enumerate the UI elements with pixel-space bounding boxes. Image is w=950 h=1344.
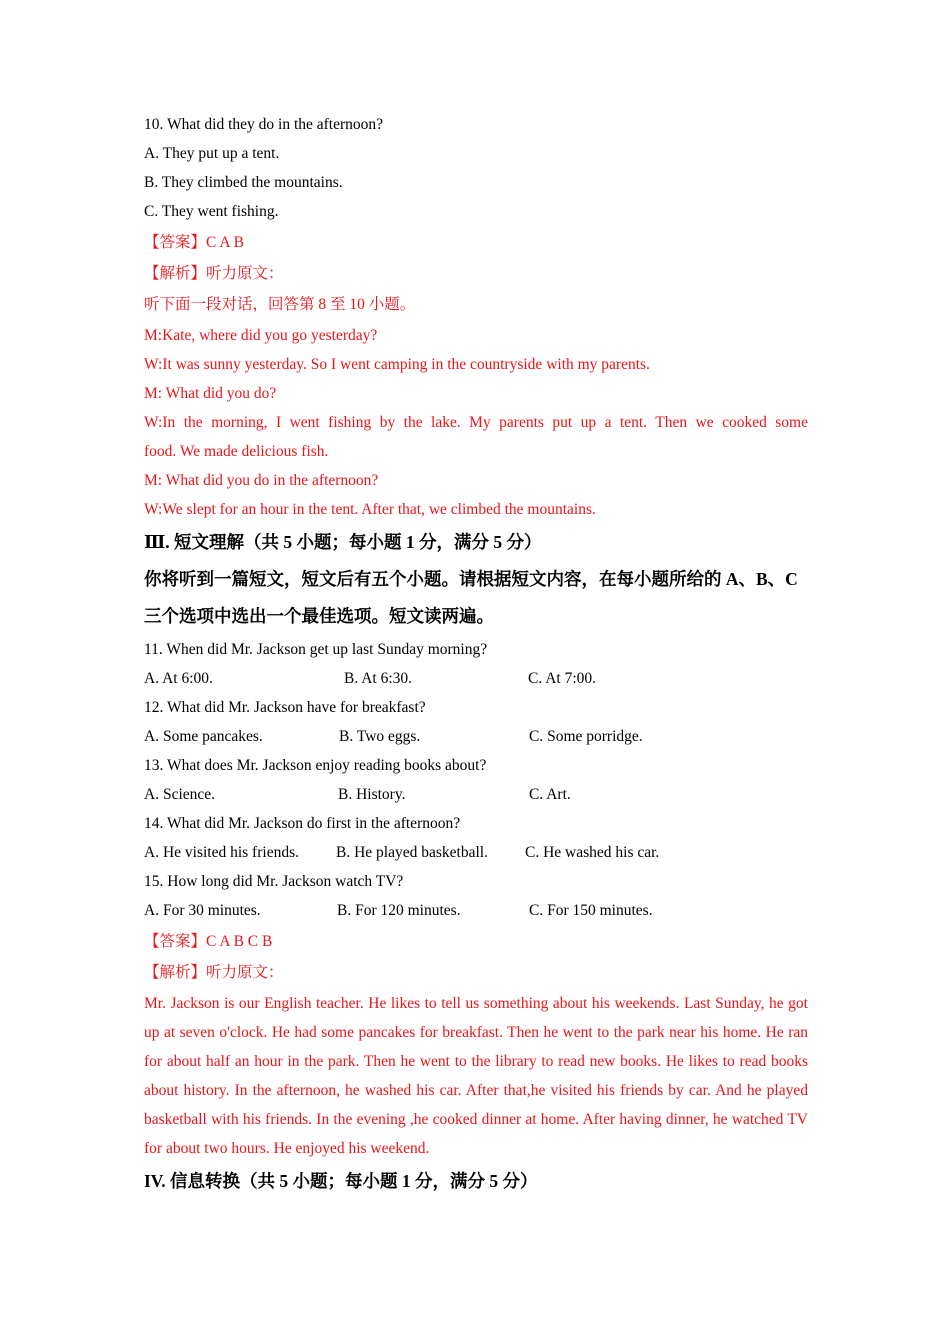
q15-option-b: B. For 120 minutes.	[337, 902, 461, 919]
dialogue-line: W:It was sunny yesterday. So I went camping in the countryside with my parents.	[144, 356, 650, 373]
section4-heading: IV. 信息转换（共 5 小题；每小题 1 分，满分 5 分）	[144, 1171, 538, 1191]
transcript-passage: Mr. Jackson is our English teacher. He likes to tell us something about his weekends. Last Sunday, he got up at seven o'clock. He had some pancakes for breakfast. Then he went to the park near his home. He ran for about half an hour in the park. Then he went to the library to read new books. He likes to read books about history. In the afternoon, he washed his car. After that,he visited his friends by car. And he played basketball with his friends. In the evening ,he cooked dinner at home. After having dinner, he watched TV for about two hours. He enjoyed his weekend.	[144, 995, 808, 1157]
question-15: 15. How long did Mr. Jackson watch TV?	[144, 873, 404, 890]
question-10: 10. What did they do in the afternoon?	[144, 116, 384, 133]
q11-options	[144, 664, 808, 693]
q15-option-c: C. For 150 minutes.	[529, 902, 653, 919]
analysis-label-1: 【解析】听力原文：	[144, 265, 284, 282]
q14-option-a: A. He visited his friends.	[144, 844, 299, 861]
q12-options	[144, 722, 808, 751]
question-11: 11. When did Mr. Jackson get up last Sunday morning?	[144, 641, 488, 658]
section3-heading: Ⅲ. 短文理解（共 5 小题；每小题 1 分，满分 5 分）	[144, 532, 542, 552]
dialogue-line: M: What did you do?	[144, 385, 277, 402]
dialogue-line: W:In the morning, I went fishing by the lake. My parents put up a tent. Then we cooked some	[144, 414, 808, 431]
q15-options	[144, 896, 808, 925]
dialogue-line: M:Kate, where did you go yesterday?	[144, 327, 378, 344]
analysis-label-2: 【解析】听力原文：	[144, 964, 284, 981]
q14-option-b: B. He played basketball.	[336, 844, 488, 861]
q10-option-a: A. They put up a tent.	[144, 145, 280, 162]
answer-key-1: 【答案】C A B	[144, 234, 244, 251]
q11-option-b: B. At 6:30.	[344, 670, 413, 687]
q13-option-c: C. Art.	[529, 786, 571, 803]
document-page	[144, 110, 808, 1200]
q14-option-c: C. He washed his car.	[525, 844, 660, 861]
q12-option-a: A. Some pancakes.	[144, 728, 263, 745]
q11-option-a: A. At 6:00.	[144, 670, 213, 687]
section3-instruction: 你将听到一篇短文，短文后有五个小题。请根据短文内容，在每小题所给的 A、B、C 三个选项中选出一个最佳选项。短文读两遍。	[144, 569, 798, 626]
answer-key-2: 【答案】C A B C B	[144, 933, 273, 950]
q11-option-c: C. At 7:00.	[528, 670, 597, 687]
q15-option-a: A. For 30 minutes.	[144, 902, 261, 919]
q13-option-a: A. Science.	[144, 786, 216, 803]
q14-options	[144, 838, 808, 867]
transcript-intro: 听下面一段对话，回答第 8 至 10 小题。	[144, 296, 416, 313]
q10-option-c: C. They went fishing.	[144, 203, 279, 220]
dialogue-line: M: What did you do in the afternoon?	[144, 472, 379, 489]
question-13: 13. What does Mr. Jackson enjoy reading books about?	[144, 757, 487, 774]
q13-option-b: B. History.	[338, 786, 406, 803]
question-14: 14. What did Mr. Jackson do first in the afternoon?	[144, 815, 461, 832]
dialogue-line: W:We slept for an hour in the tent. After that, we climbed the mountains.	[144, 501, 596, 518]
q12-option-b: B. Two eggs.	[339, 728, 421, 745]
dialogue-line: food. We made delicious fish.	[144, 443, 329, 460]
q12-option-c: C. Some porridge.	[529, 728, 643, 745]
q13-options	[144, 780, 808, 809]
question-12: 12. What did Mr. Jackson have for breakfast?	[144, 699, 426, 716]
q10-option-b: B. They climbed the mountains.	[144, 174, 343, 191]
